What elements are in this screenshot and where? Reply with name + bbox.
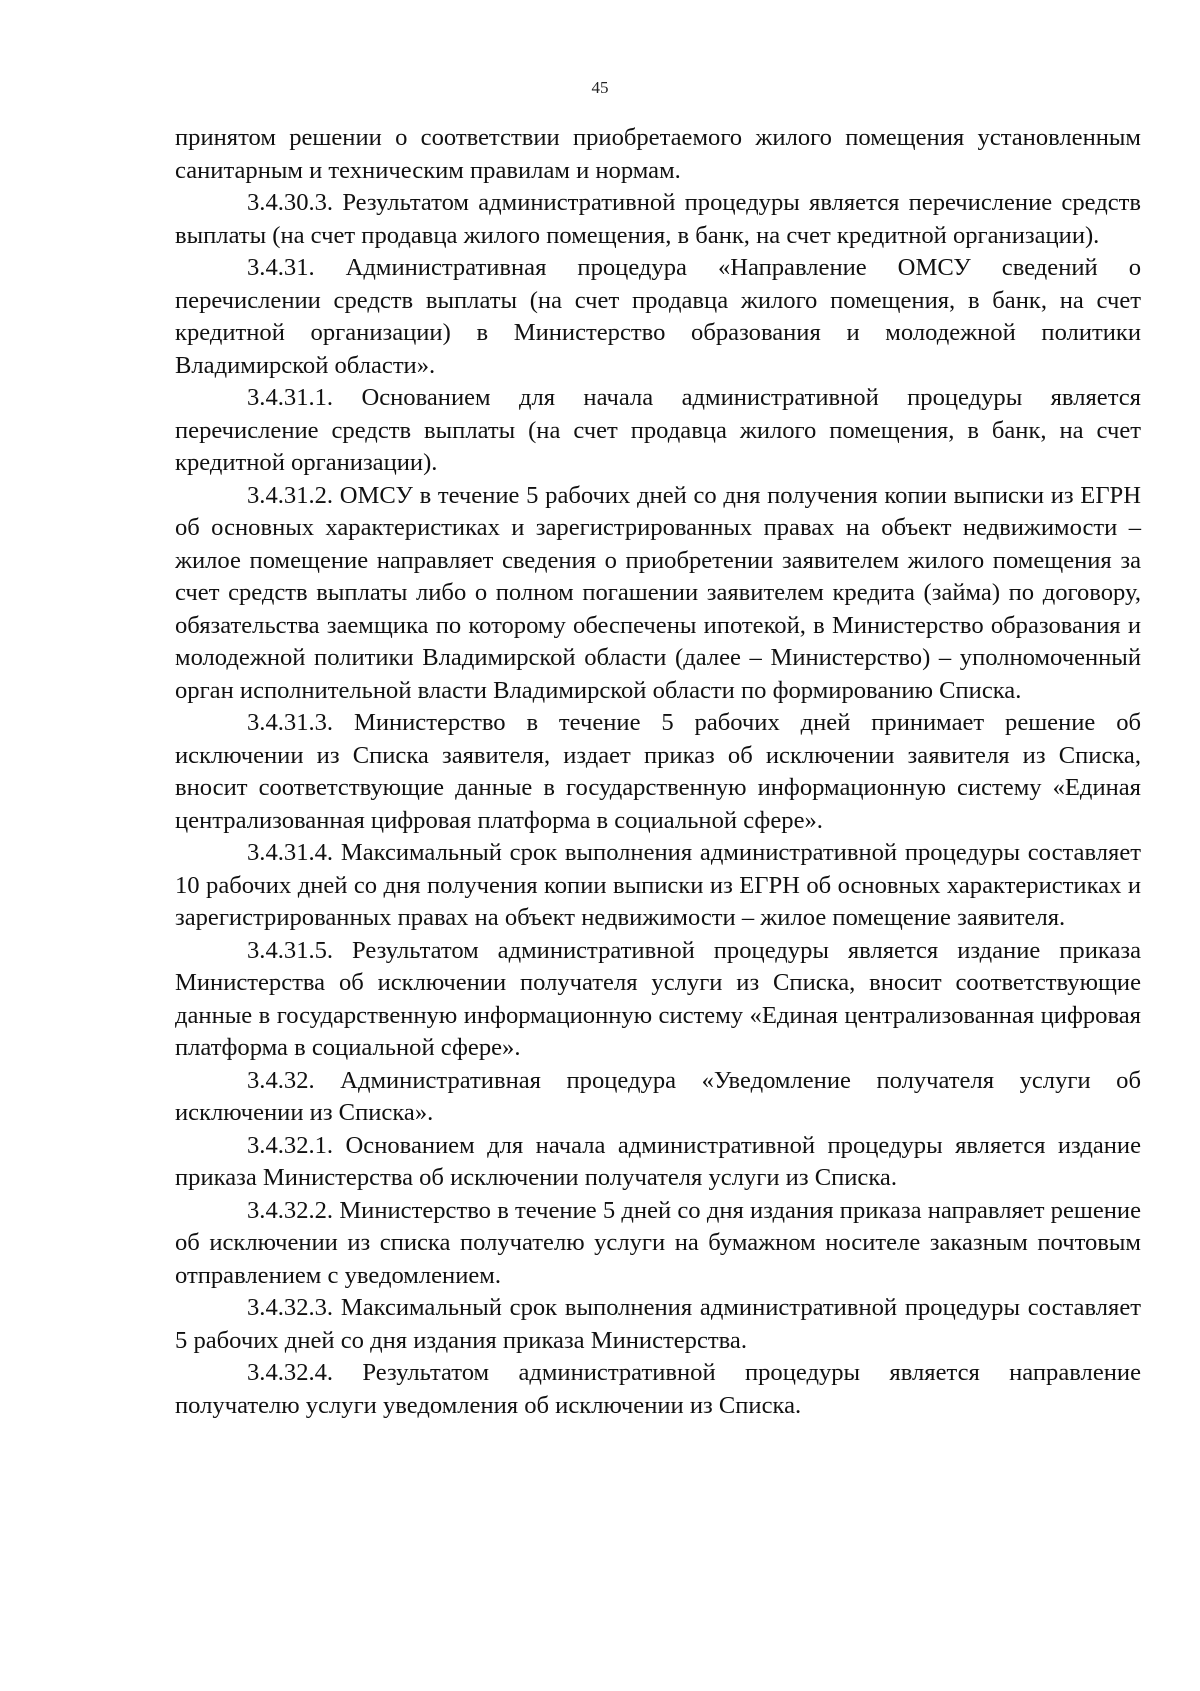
paragraph-3-4-32-1: 3.4.32.1. Основанием для начала административной процедуры является издание приказа Министерства об исключении получателя услуги из Списка.: [175, 1131, 1141, 1191]
paragraph-3-4-32-2: 3.4.32.2. Министерство в течение 5 дней со дня издания приказа направляет решение об исключении из списка получателю услуги на бумажном носителе заказным почтовым отправлением с уведомлением.: [175, 1196, 1141, 1289]
paragraph-3-4-32-3: 3.4.32.3. Максимальный срок выполнения административной процедуры составляет 5 рабочих дней со дня издания приказа Министерства.: [175, 1294, 1141, 1354]
paragraph-3-4-31: 3.4.31. Административная процедура «Направление ОМСУ сведений о перечислении средств выплаты (на счет продавца жилого помещения, в банк, на счет кредитной организации) в Министерство образования и молодежной политики Владимирской области».: [175, 254, 1141, 379]
page-number: 45: [591, 78, 609, 97]
paragraph-3-4-30-3: 3.4.30.3. Результатом административной процедуры является перечисление средств выплаты (на счет продавца жилого помещения, в банк, на счет кредитной организации).: [175, 189, 1141, 249]
paragraph-3-4-31-1: 3.4.31.1. Основанием для начала административной процедуры является перечисление средств выплаты (на счет продавца жилого помещения, в банк, на счет кредитной организации).: [175, 384, 1141, 476]
paragraph-3-4-32: 3.4.32. Административная процедура «Уведомление получателя услуги об исключении из Списка».: [175, 1066, 1141, 1126]
paragraph-3-4-31-2: 3.4.31.2. ОМСУ в течение 5 рабочих дней со дня получения копии выписки из ЕГРН об основных характеристиках и зарегистрированных правах на объект недвижимости – жилое помещение направляет сведения о приобретении заявителем жилого помещения за счет средств выплаты либо о полном погашении заявителем кредита (займа) по договору, обязательства заемщика по которому обеспечены ипотекой, в Министерство образования и молодежной политики Владимирской области (далее – Министерство) – уполномоченный орган исполнительной власти Владимирской области по формированию Списка.: [175, 481, 1141, 704]
paragraph-3-4-32-4: 3.4.32.4. Результатом административной процедуры является направление получателю услуги уведомления об исключении из Списка.: [175, 1359, 1141, 1419]
paragraph-3-4-31-4: 3.4.31.4. Максимальный срок выполнения административной процедуры составляет 10 рабочих дней со дня получения копии выписки из ЕГРН об основных характеристиках и зарегистрированных правах на объект недвижимости – жилое помещение заявителя.: [175, 839, 1141, 931]
paragraph-3-4-31-3: 3.4.31.3. Министерство в течение 5 рабочих дней принимает решение об исключении из Списка заявителя, издает приказ об исключении заявителя из Списка, вносит соответствующие данные в государственную информационную систему «Единая централизованная цифровая платформа в социальной сфере».: [175, 709, 1141, 834]
paragraph-3-4-31-5: 3.4.31.5. Результатом административной процедуры является издание приказа Министерства об исключении получателя услуги из Списка, вносит соответствующие данные в государственную информационную систему «Единая централизованная цифровая платформа в социальной сфере».: [175, 936, 1141, 1061]
document-body: [175, 122, 1141, 1422]
paragraph-continuation: принятом решении о соответствии приобретаемого жилого помещения установленным санитарным и техническим правилам и нормам.: [175, 124, 1141, 184]
